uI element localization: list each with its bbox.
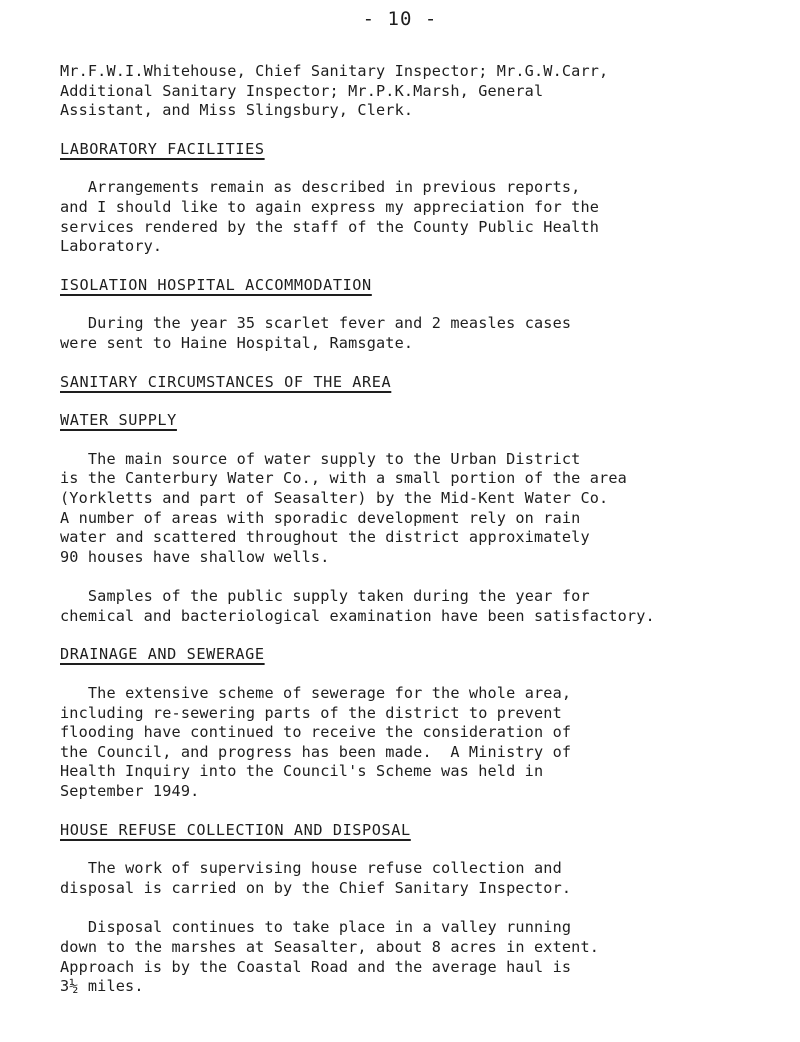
laboratory-paragraph: Arrangements remain as described in previous reports, and I should like to again express my appreciation for the services rendered by the staff of the County Public Health Laboratory. xyxy=(60,178,600,256)
document-body xyxy=(60,62,795,997)
heading-laboratory-facilities: LABORATORY FACILITIES xyxy=(60,139,265,158)
heading-water-supply: WATER SUPPLY xyxy=(60,411,177,430)
heading-sanitary-circumstances: SANITARY CIRCUMSTANCES OF THE AREA xyxy=(60,372,392,391)
water-samples-paragraph: Samples of the public supply taken during the year for chemical and bacteriological examination have been satisfactory. xyxy=(60,587,655,625)
isolation-paragraph: During the year 35 scarlet fever and 2 measles cases were sent to Haine Hospital, Ramsgate. xyxy=(60,314,572,352)
page-number: - 10 - xyxy=(362,8,438,30)
staff-paragraph: Mr.F.W.I.Whitehouse, Chief Sanitary Inspector; Mr.G.W.Carr, Additional Sanitary Inspector; Mr.P.K.Marsh, General Assistant, and Miss Slingsbury, Clerk. xyxy=(60,62,609,120)
refuse-disposal-paragraph: Disposal continues to take place in a valley running down to the marshes at Seasalter, about 8 acres in extent. Approach is by the Coastal Road and the average haul is 3½ miles. xyxy=(60,918,600,996)
refuse-supervision-paragraph: The work of supervising house refuse collection and disposal is carried on by the Chief Sanitary Inspector. xyxy=(60,859,572,897)
drainage-paragraph: The extensive scheme of sewerage for the whole area, including re-sewering parts of the district to prevent flooding have continued to receive the consideration of the Council, and progress has been made. A Ministry of Health Inquiry into the Council's Scheme was held in September 1949. xyxy=(60,684,572,801)
water-supply-paragraph: The main source of water supply to the Urban District is the Canterbury Water Co., with a small portion of the area (Yorkletts and part of Seasalter) by the Mid-Kent Water Co. A number of areas with sporadic development rely on rain water and scattered throughout the district approximately 90 houses have shallow wells. xyxy=(60,449,627,566)
heading-isolation-hospital: ISOLATION HOSPITAL ACCOMMODATION xyxy=(60,275,372,294)
heading-house-refuse: HOUSE REFUSE COLLECTION AND DISPOSAL xyxy=(60,820,411,839)
heading-drainage-sewerage: DRAINAGE AND SEWERAGE xyxy=(60,645,265,664)
